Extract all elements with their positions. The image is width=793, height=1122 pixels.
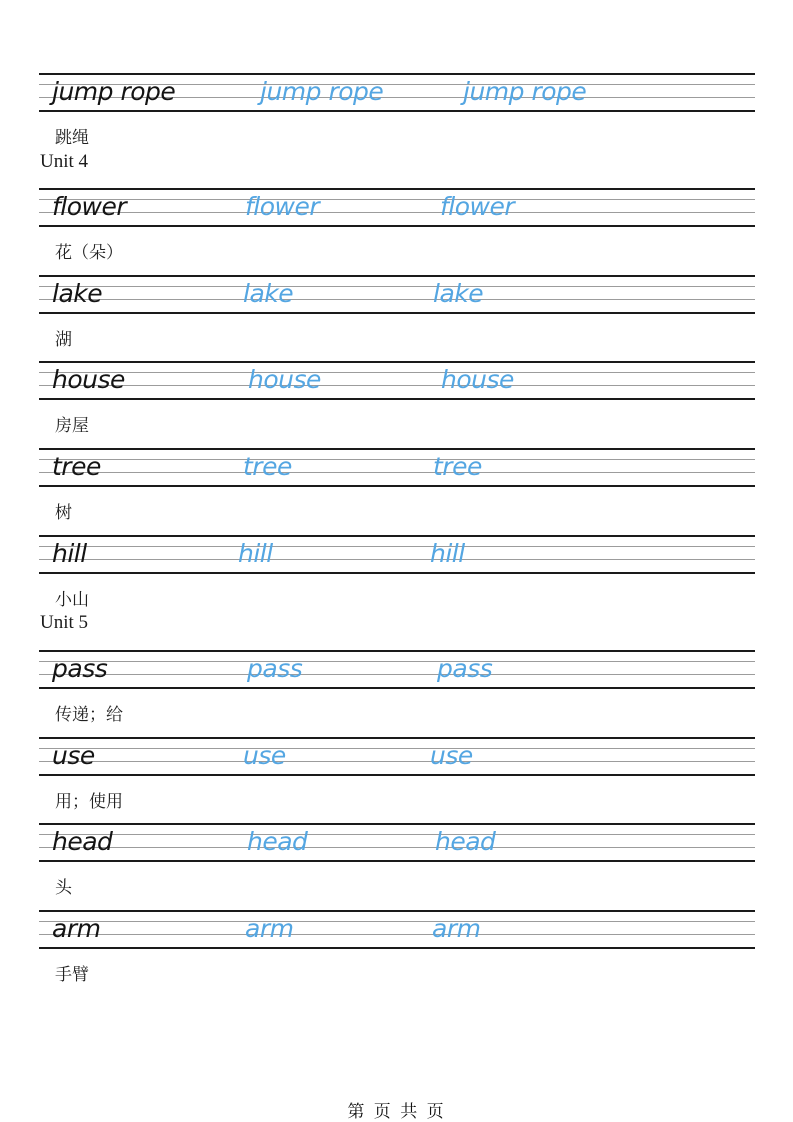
guide-line-mid-upper: [39, 199, 755, 200]
guide-line-mid-lower: [39, 761, 755, 762]
word-trace-2: flower: [440, 192, 515, 221]
word-translation: 用；使用: [55, 792, 123, 812]
word-english: tree: [52, 452, 101, 481]
handwriting-guide: [39, 910, 755, 949]
word-trace-1: lake: [243, 279, 294, 308]
word-translation: 湖: [55, 330, 72, 350]
word-trace-1: hill: [238, 539, 273, 568]
guide-line-bottom: [39, 947, 755, 949]
word-translation: 传递；给: [55, 705, 123, 725]
guide-line-top: [39, 535, 755, 537]
handwriting-guide: [39, 823, 755, 862]
guide-line-mid-upper: [39, 372, 755, 373]
guide-line-mid-lower: [39, 472, 755, 473]
guide-line-top: [39, 275, 755, 277]
guide-line-mid-lower: [39, 847, 755, 848]
word-english: head: [52, 827, 113, 856]
guide-line-top: [39, 910, 755, 912]
word-english: house: [52, 365, 125, 394]
guide-line-mid-lower: [39, 212, 755, 213]
unit-heading: Unit 5: [40, 612, 89, 633]
guide-line-bottom: [39, 860, 755, 862]
guide-line-mid-upper: [39, 546, 755, 547]
guide-line-mid-lower: [39, 385, 755, 386]
guide-line-mid-lower: [39, 559, 755, 560]
handwriting-guide: [39, 650, 755, 689]
guide-line-mid-lower: [39, 934, 755, 935]
guide-line-mid-lower: [39, 299, 755, 300]
word-trace-1: head: [247, 827, 308, 856]
word-trace-2: jump rope: [463, 77, 587, 106]
word-trace-2: hill: [430, 539, 465, 568]
word-trace-1: flower: [245, 192, 320, 221]
guide-line-top: [39, 823, 755, 825]
word-translation: 花（朵）: [55, 243, 123, 263]
word-trace-1: arm: [245, 914, 294, 943]
word-translation: 跳绳: [55, 128, 89, 148]
guide-line-top: [39, 361, 755, 363]
guide-line-mid-upper: [39, 661, 755, 662]
guide-line-bottom: [39, 774, 755, 776]
word-translation: 小山: [55, 590, 89, 610]
word-trace-2: arm: [432, 914, 481, 943]
guide-line-top: [39, 448, 755, 450]
handwriting-guide: [39, 535, 755, 574]
guide-line-mid-upper: [39, 921, 755, 922]
word-trace-2: use: [430, 741, 473, 770]
guide-line-mid-upper: [39, 459, 755, 460]
handwriting-guide: [39, 448, 755, 487]
guide-line-bottom: [39, 110, 755, 112]
guide-line-bottom: [39, 398, 755, 400]
word-english: lake: [52, 279, 103, 308]
word-translation: 头: [55, 878, 72, 898]
handwriting-guide: [39, 275, 755, 314]
guide-line-mid-upper: [39, 834, 755, 835]
word-trace-2: pass: [437, 654, 493, 683]
word-english: jump rope: [52, 77, 176, 106]
word-trace-1: house: [248, 365, 321, 394]
handwriting-guide: [39, 188, 755, 227]
word-trace-2: house: [441, 365, 514, 394]
guide-line-bottom: [39, 687, 755, 689]
word-trace-1: use: [243, 741, 286, 770]
handwriting-guide: [39, 737, 755, 776]
unit-heading: Unit 4: [40, 151, 89, 172]
word-english: arm: [52, 914, 101, 943]
word-english: use: [52, 741, 95, 770]
word-trace-1: pass: [247, 654, 303, 683]
word-translation: 房屋: [55, 416, 89, 436]
guide-line-top: [39, 737, 755, 739]
word-trace-2: head: [435, 827, 496, 856]
guide-line-bottom: [39, 312, 755, 314]
word-translation: 树: [55, 503, 72, 523]
guide-line-mid-upper: [39, 286, 755, 287]
word-trace-2: tree: [433, 452, 482, 481]
guide-line-bottom: [39, 485, 755, 487]
word-translation: 手臂: [55, 965, 89, 985]
handwriting-guide: [39, 361, 755, 400]
word-trace-1: jump rope: [260, 77, 384, 106]
guide-line-top: [39, 650, 755, 652]
guide-line-mid-lower: [39, 674, 755, 675]
word-english: pass: [52, 654, 108, 683]
guide-line-top: [39, 188, 755, 190]
word-english: hill: [52, 539, 87, 568]
word-trace-1: tree: [243, 452, 292, 481]
guide-line-mid-upper: [39, 748, 755, 749]
page-footer: 第 页 共 页: [347, 1102, 446, 1122]
word-english: flower: [52, 192, 127, 221]
word-trace-2: lake: [433, 279, 484, 308]
guide-line-bottom: [39, 225, 755, 227]
guide-line-bottom: [39, 572, 755, 574]
